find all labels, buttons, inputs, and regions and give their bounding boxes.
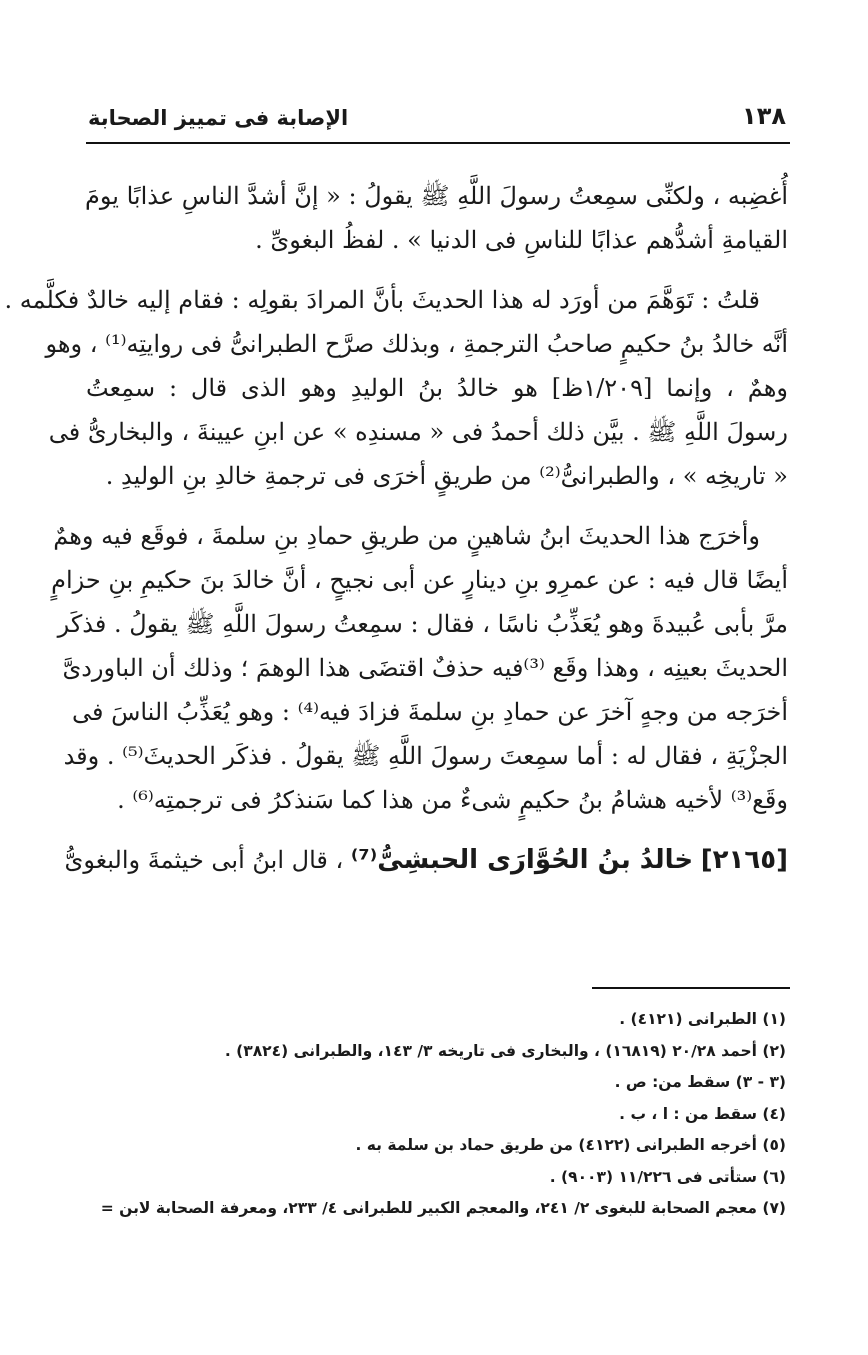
text-line: الجزْيَةِ ، فقال له : أما سمِعتَ رسولَ اللَّهِ ﷺ يقولُ . فذكَر الحديثَ⁽⁵⁾ . وقد <box>63 742 788 770</box>
text-line: أنَّه خالدُ بنُ حكيمٍ صاحبُ الترجمةِ ، وبذلك صرَّح الطبرانىُّ فى روايتِه⁽¹⁾ ، وهو <box>45 330 788 358</box>
paragraph-gap <box>86 262 788 278</box>
entry-text: ، قال ابنُ أبى خيثمةَ والبغوىُّ <box>64 846 344 874</box>
text-line: « تاريخِه » ، والطبرانىُّ⁽²⁾ من طريقٍ أخرَى فى ترجمةِ خالدِ بنِ الوليدِ . <box>105 462 788 490</box>
paragraph-gap <box>86 498 788 514</box>
text-line: قلتُ : تَوَهَّمَ من أورَد له هذا الحديثَ بأنَّ المرادَ بقولِه : فقام إليه خالدٌ فكلَّمه . <box>4 286 760 314</box>
footnote: (٤) سقط من : ا ، ب . <box>619 1104 786 1123</box>
entry-name: خالدُ بنُ الحُوَّارَى الحبشِىُّ⁽⁷⁾ <box>350 845 694 875</box>
text-line: رسولَ اللَّهِ ﷺ . بيَّن ذلك أحمدُ فى « مسندِه » عن ابنِ عيينةَ ، والبخارىُّ فى <box>48 418 788 446</box>
text-line: وأخرَج هذا الحديثَ ابنُ شاهينٍ من طريقِ حمادِ بنِ سلمةَ ، فوقَع فيه وهمٌ <box>53 522 760 550</box>
footnote: (٥) أخرجه الطبرانى (٤١٢٢) من طريق حماد بن سلمة به . <box>355 1136 786 1154</box>
text-line: مرَّ بأبى عُبيدةَ وهو يُعَذِّبُ ناسًا ، فقال : سمِعتُ رسولَ اللَّهِ ﷺ يقولُ . فذكَر <box>57 610 788 638</box>
main-text <box>4 174 788 882</box>
running-title: الإصابة فى تمييز الصحابة <box>88 106 349 130</box>
page-number: ١٣٨ <box>742 102 786 130</box>
text-line: وقَع⁽³⁾ لأخيه هشامُ بنُ حكيمٍ شىءٌ من هذا كما سَنذكرُ فى ترجمتِه⁽⁶⁾ . <box>117 786 788 814</box>
entry-number: [٢١٦٥] <box>700 845 788 875</box>
header-divider <box>86 142 790 144</box>
text-line: القيامةِ أشدُّهم عذابًا للناسِ فى الدنيا » . لفظُ البغوىِّ . <box>255 226 788 254</box>
footnotes <box>86 1004 786 1225</box>
footnote: (٧) معجم الصحابة للبغوى ٢/ ٢٤١، والمعجم الكبير للطبرانى ٤/ ٢٣٣، ومعرفة الصحابة لابن = <box>100 1199 786 1217</box>
paragraph-gap <box>86 822 788 838</box>
page-header <box>88 96 786 130</box>
text-line: الحديثَ بعينِه ، وهذا وقَع ⁽³⁾فيه حذفٌ اقتضَى هذا الوهمَ ؛ وذلك أن الباوردىَّ <box>62 654 788 682</box>
footnote: (٣ - ٣) سقط من: ص . <box>614 1073 786 1091</box>
text-line: وهمٌ ، وإنما [١/٢٠٩ظ] هو خالدُ بنُ الوليدِ وهو الذى قال : سمِعتُ <box>86 374 788 402</box>
footnote: (١) الطبرانى (٤١٢١) . <box>619 1010 786 1028</box>
entry-heading-line <box>64 838 788 882</box>
text-line: أيضًا قال فيه : عن عمرِو بنِ دينارٍ عن أبى نجيحٍ ، أنَّ خالدَ بنَ حكيمِ بنِ حزامٍ <box>51 566 788 594</box>
footnote: (٢) أحمد ٢٠/٢٨ (١٦٨١٩) ، والبخارى فى تاريخه ٣/ ١٤٣، والطبرانى (٣٨٢٤) . <box>224 1041 786 1060</box>
footnote: (٦) ستأتى فى ١١/٢٢٦ (٩٠٠٣) . <box>549 1167 786 1186</box>
text-line: أخرَجه من وجهٍ آخرَ عن حمادِ بنِ سلمةَ فزادَ فيه⁽⁴⁾ : وهو يُعَذِّبُ الناسَ فى <box>71 698 788 726</box>
text-line: أُغضِبه ، ولكنِّى سمِعتُ رسولَ اللَّهِ ﷺ يقولُ : « إنَّ أشدَّ الناسِ عذابًا يومَ <box>85 182 788 210</box>
footnote-divider <box>592 987 790 989</box>
